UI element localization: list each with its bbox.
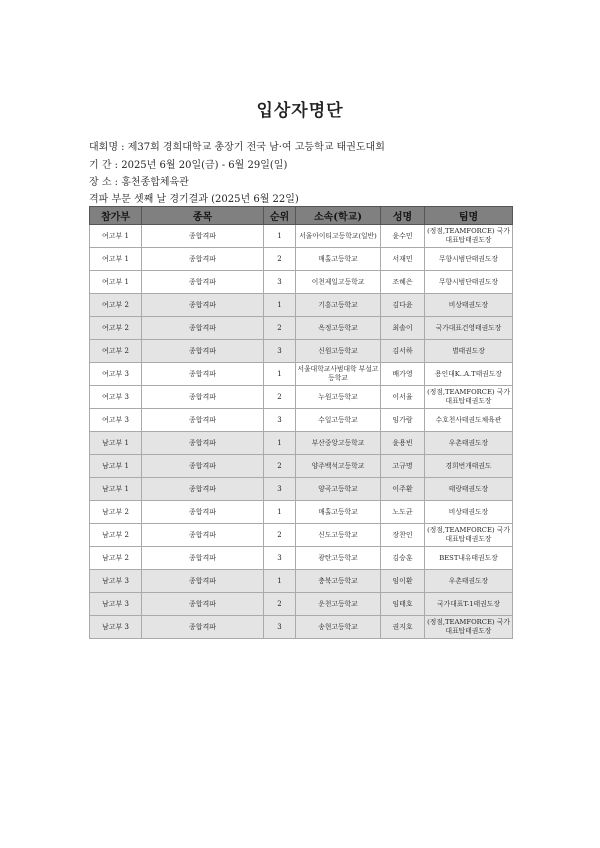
cell-event: 종합격파 bbox=[142, 547, 264, 570]
cell-event: 종합격파 bbox=[142, 409, 264, 432]
cell-name: 이주환 bbox=[381, 478, 425, 501]
table-row bbox=[90, 616, 513, 639]
table-row bbox=[90, 363, 513, 386]
cell-rank: 1 bbox=[264, 432, 296, 455]
cell-name: 장찬인 bbox=[381, 524, 425, 547]
cell-event: 종합격파 bbox=[142, 225, 264, 248]
cell-school: 이천제일고등학교 bbox=[296, 271, 381, 294]
cell-school: 송현고등학교 bbox=[296, 616, 381, 639]
cell-name: 조혜은 bbox=[381, 271, 425, 294]
cell-rank: 3 bbox=[264, 409, 296, 432]
cell-event: 종합격파 bbox=[142, 501, 264, 524]
cell-school: 양주백석고등학교 bbox=[296, 455, 381, 478]
cell-rank: 1 bbox=[264, 570, 296, 593]
cell-name: 윤수민 bbox=[381, 225, 425, 248]
table-row bbox=[90, 225, 513, 248]
cell-school: 서울아이티고등학교(일반) bbox=[296, 225, 381, 248]
cell-rank: 2 bbox=[264, 593, 296, 616]
cell-school: 운천고등학교 bbox=[296, 593, 381, 616]
header-division: 참가부 bbox=[90, 207, 142, 225]
cell-event: 종합격파 bbox=[142, 363, 264, 386]
table-row bbox=[90, 409, 513, 432]
table-row bbox=[90, 294, 513, 317]
cell-name: 서재민 bbox=[381, 248, 425, 271]
header-team: 팀명 bbox=[425, 207, 513, 225]
table-row bbox=[90, 570, 513, 593]
header-school: 소속(학교) bbox=[296, 207, 381, 225]
cell-rank: 2 bbox=[264, 386, 296, 409]
info-venue: 장 소 : 홍천종합체육관 bbox=[89, 177, 189, 188]
cell-division: 여고부 3 bbox=[90, 363, 142, 386]
page-title: 입상자명단 bbox=[256, 101, 344, 121]
cell-event: 종합격파 bbox=[142, 593, 264, 616]
cell-rank: 2 bbox=[264, 455, 296, 478]
cell-rank: 1 bbox=[264, 363, 296, 386]
cell-rank: 1 bbox=[264, 225, 296, 248]
cell-team: (정점,TEAMFORCE) 국가대표탑태권도장 bbox=[425, 524, 513, 547]
cell-team: 우촌태권도장 bbox=[425, 432, 513, 455]
cell-rank: 1 bbox=[264, 501, 296, 524]
cell-name: 김서하 bbox=[381, 340, 425, 363]
table-row bbox=[90, 317, 513, 340]
cell-event: 종합격파 bbox=[142, 455, 264, 478]
cell-team: BEST내유태권도장 bbox=[425, 547, 513, 570]
cell-division: 남고부 3 bbox=[90, 570, 142, 593]
table-header-row bbox=[90, 207, 513, 225]
cell-rank: 3 bbox=[264, 616, 296, 639]
header-name: 성명 bbox=[381, 207, 425, 225]
cell-event: 종합격파 bbox=[142, 386, 264, 409]
cell-event: 종합격파 bbox=[142, 294, 264, 317]
header-event: 종목 bbox=[142, 207, 264, 225]
cell-team: 국가대표T-1태권도장 bbox=[425, 593, 513, 616]
table-row bbox=[90, 432, 513, 455]
cell-team: 수호천사태권도체육관 bbox=[425, 409, 513, 432]
cell-name: 노도균 bbox=[381, 501, 425, 524]
cell-division: 여고부 2 bbox=[90, 340, 142, 363]
header-rank: 순위 bbox=[264, 207, 296, 225]
cell-division: 여고부 2 bbox=[90, 317, 142, 340]
table-row bbox=[90, 478, 513, 501]
cell-school: 서울대학교사범대학 부설고등학교 bbox=[296, 363, 381, 386]
table-row bbox=[90, 248, 513, 271]
cell-event: 종합격파 bbox=[142, 248, 264, 271]
cell-team: 경희번개태권도 bbox=[425, 455, 513, 478]
cell-division: 여고부 1 bbox=[90, 248, 142, 271]
cell-name: 임이환 bbox=[381, 570, 425, 593]
cell-team: 비상태권도장 bbox=[425, 501, 513, 524]
cell-event: 종합격파 bbox=[142, 340, 264, 363]
cell-name: 권지호 bbox=[381, 616, 425, 639]
cell-event: 종합격파 bbox=[142, 317, 264, 340]
info-period: 기 간 : 2025년 6월 20일(금) - 6월 29일(일) bbox=[89, 160, 288, 171]
cell-school: 수일고등학교 bbox=[296, 409, 381, 432]
cell-division: 여고부 2 bbox=[90, 294, 142, 317]
table-row bbox=[90, 271, 513, 294]
cell-rank: 2 bbox=[264, 248, 296, 271]
cell-division: 남고부 1 bbox=[90, 478, 142, 501]
cell-division: 남고부 3 bbox=[90, 593, 142, 616]
cell-team: (정점,TEAMFORCE) 국가대표탑태권도장 bbox=[425, 225, 513, 248]
table-row bbox=[90, 501, 513, 524]
cell-rank: 3 bbox=[264, 547, 296, 570]
cell-school: 매홀고등학교 bbox=[296, 248, 381, 271]
cell-team: 용인대K..A.T태권도장 bbox=[425, 363, 513, 386]
cell-rank: 2 bbox=[264, 317, 296, 340]
cell-school: 누원고등학교 bbox=[296, 386, 381, 409]
cell-team: 무향시범단태권도장 bbox=[425, 271, 513, 294]
cell-school: 신도고등학교 bbox=[296, 524, 381, 547]
cell-name: 김다윤 bbox=[381, 294, 425, 317]
cell-name: 김승훈 bbox=[381, 547, 425, 570]
table-row bbox=[90, 386, 513, 409]
results-body bbox=[90, 225, 513, 639]
info-results-day: 격파 부문 셋째 날 경기결과 (2025년 6월 22일) bbox=[89, 194, 299, 205]
cell-rank: 2 bbox=[264, 524, 296, 547]
table-row bbox=[90, 593, 513, 616]
cell-name: 이서율 bbox=[381, 386, 425, 409]
cell-division: 여고부 1 bbox=[90, 225, 142, 248]
cell-team: (정점,TEAMFORCE) 국가대표탑태권도장 bbox=[425, 386, 513, 409]
cell-division: 남고부 2 bbox=[90, 524, 142, 547]
results-table bbox=[89, 206, 513, 639]
table-row bbox=[90, 547, 513, 570]
cell-team: (정점,TEAMFORCE) 국가대표탑태권도장 bbox=[425, 616, 513, 639]
info-event-name: 대회명 : 제37회 경희대학교 총장기 전국 남·여 고등학교 태권도대회 bbox=[89, 142, 385, 153]
cell-school: 신원고등학교 bbox=[296, 340, 381, 363]
cell-team: 무향시범단태권도장 bbox=[425, 248, 513, 271]
cell-division: 여고부 3 bbox=[90, 409, 142, 432]
cell-event: 종합격파 bbox=[142, 570, 264, 593]
cell-name: 고규명 bbox=[381, 455, 425, 478]
cell-team: 우촌태권도장 bbox=[425, 570, 513, 593]
cell-division: 여고부 1 bbox=[90, 271, 142, 294]
cell-division: 남고부 2 bbox=[90, 501, 142, 524]
cell-division: 남고부 1 bbox=[90, 432, 142, 455]
cell-division: 남고부 1 bbox=[90, 455, 142, 478]
cell-school: 부산중앙고등학교 bbox=[296, 432, 381, 455]
cell-rank: 1 bbox=[264, 294, 296, 317]
table-row bbox=[90, 524, 513, 547]
cell-school: 충북고등학교 bbox=[296, 570, 381, 593]
cell-school: 기흥고등학교 bbox=[296, 294, 381, 317]
table-row bbox=[90, 340, 513, 363]
cell-name: 윤용빈 bbox=[381, 432, 425, 455]
cell-event: 종합격파 bbox=[142, 271, 264, 294]
cell-team: 비상태권도장 bbox=[425, 294, 513, 317]
cell-name: 임가람 bbox=[381, 409, 425, 432]
cell-event: 종합격파 bbox=[142, 524, 264, 547]
cell-division: 여고부 3 bbox=[90, 386, 142, 409]
cell-team: 태랑태권도장 bbox=[425, 478, 513, 501]
cell-school: 광탄고등학교 bbox=[296, 547, 381, 570]
cell-school: 매홀고등학교 bbox=[296, 501, 381, 524]
cell-event: 종합격파 bbox=[142, 432, 264, 455]
cell-division: 남고부 2 bbox=[90, 547, 142, 570]
cell-name: 배가영 bbox=[381, 363, 425, 386]
cell-school: 옥정고등학교 bbox=[296, 317, 381, 340]
cell-name: 임태호 bbox=[381, 593, 425, 616]
table-row bbox=[90, 455, 513, 478]
cell-school: 양곡고등학교 bbox=[296, 478, 381, 501]
cell-event: 종합격파 bbox=[142, 478, 264, 501]
cell-rank: 3 bbox=[264, 340, 296, 363]
cell-team: 국가대표건영태권도장 bbox=[425, 317, 513, 340]
cell-rank: 3 bbox=[264, 478, 296, 501]
cell-division: 남고부 3 bbox=[90, 616, 142, 639]
cell-team: 별태권도장 bbox=[425, 340, 513, 363]
cell-rank: 3 bbox=[264, 271, 296, 294]
cell-event: 종합격파 bbox=[142, 616, 264, 639]
cell-name: 최솔이 bbox=[381, 317, 425, 340]
